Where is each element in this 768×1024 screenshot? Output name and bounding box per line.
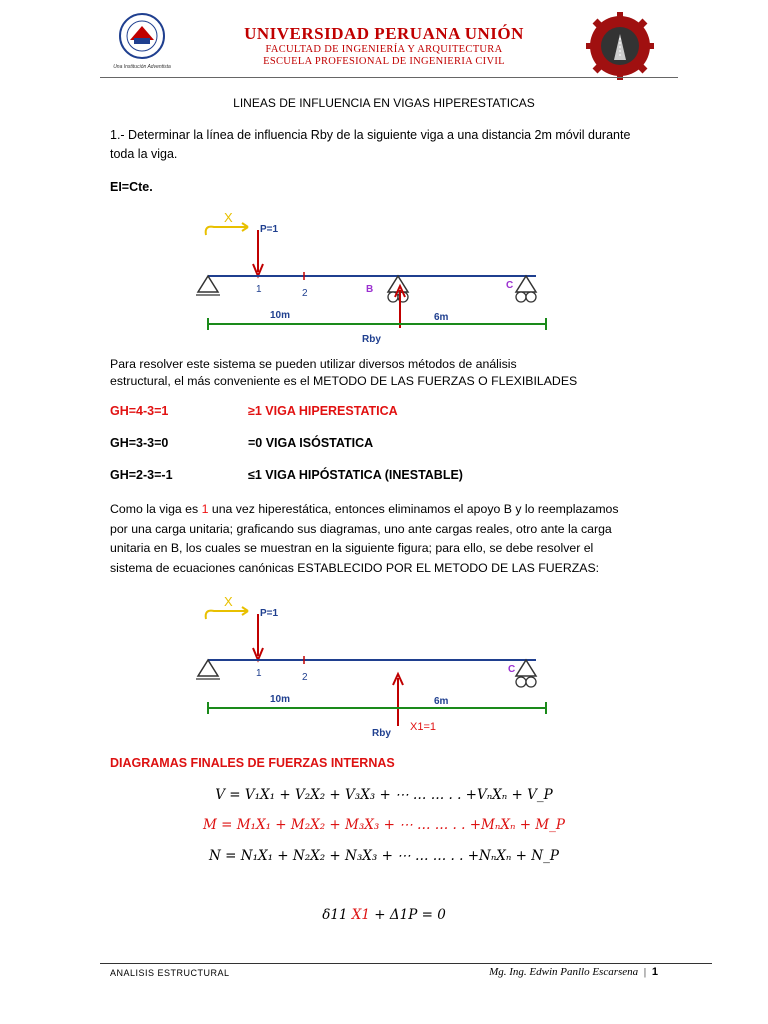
para2-degree: 1: [201, 502, 209, 516]
reaction-label-2: Rby: [372, 728, 391, 739]
equation-m: M = M₁X₁ + M₂X₂ + M₃X₃ + ⋯ … … . . +MₙXₙ + M_P: [203, 817, 565, 833]
footer-author-name: Mg. Ing. Edwin Panllo Escarsena: [489, 966, 639, 978]
gh-result: =0 VIGA ISÓSTATICA: [248, 436, 374, 450]
method-line-2: estructural, el más conveniente es el METODO DE LAS FUERZAS O FLEXIBILADES: [110, 374, 578, 388]
footer-divider: [100, 963, 712, 964]
para2-text-a: Como la viga es: [110, 502, 202, 516]
support-b-label: B: [366, 284, 374, 295]
university-name: UNIVERSIDAD PERUANA UNIÓN: [244, 24, 524, 43]
x-label-2: X: [224, 594, 233, 609]
delta-11: δ11: [322, 907, 352, 923]
diagrams-heading: DIAGRAMAS FINALES DE FUERZAS INTERNAS: [110, 756, 395, 770]
para2-line-2: por una carga unitaria; graficando sus diagramas, uno ante cargas reales, otro ante la carga: [110, 521, 612, 536]
gh-result: ≤1 VIGA HIPÓSTATICA (INESTABLE): [248, 468, 463, 482]
beam-figure-1: [190, 200, 570, 350]
ei-note: EI=Cte.: [110, 180, 153, 194]
logo-motto: Una Institución Adventista: [113, 64, 171, 70]
header-divider: [100, 77, 678, 78]
span-2-label: 6m: [434, 312, 449, 323]
gh-formula: GH=3-3=0: [110, 436, 169, 450]
load-label-2: P=1: [260, 608, 279, 619]
gh-formula: GH=4-3=1: [110, 404, 169, 418]
beam-figure-2: [190, 584, 570, 744]
delta-x1: X1: [351, 907, 370, 923]
method-paragraph: [110, 356, 670, 390]
equation-n: N = N₁X₁ + N₂X₂ + N₃X₃ + ⋯ … … . . +NₙXₙ + N_P: [209, 848, 559, 864]
support-c-label: C: [506, 280, 514, 291]
compatibility-equation: [0, 907, 768, 923]
support-c-label-2: C: [508, 664, 516, 675]
method-line-1: Para resolver este sistema se pueden utilizar diversos métodos de análisis: [110, 357, 517, 371]
gh-row: [110, 404, 670, 436]
faculty-name: FACULTAD DE INGENIERÍA Y ARQUITECTURA: [265, 44, 503, 55]
footer-course: ANALISIS ESTRUCTURAL: [110, 968, 230, 978]
span-2-label-2: 6m: [434, 696, 449, 707]
school-name: ESCUELA PROFESIONAL DE INGENIERIA CIVIL: [263, 56, 505, 67]
gh-table: [110, 404, 670, 500]
gh-row: [110, 436, 670, 468]
page-title: LINEAS DE INFLUENCIA EN VIGAS HIPERESTATICAS: [233, 96, 535, 110]
para2-line-3: unitaria en B, los cuales se muestran en la siguiente figura; para ello, se debe resolver el: [110, 541, 594, 555]
equation-v: V = V₁X₁ + V₂X₂ + V₃X₃ + ⋯ … … . . +VₙXₙ + V_P: [215, 787, 553, 803]
para2-line-4: sistema de ecuaciones canónicas ESTABLECIDO POR EL METODO DE LAS FUERZAS:: [110, 560, 600, 575]
span-1-label: 10m: [270, 310, 291, 321]
point-1: 1: [256, 284, 262, 295]
delta-1p: + Δ1P = 0: [370, 907, 446, 923]
problem-line-1: 1.- Determinar la línea de influencia Rby de la siguiente viga a una distancia 2m móvil durante: [110, 128, 631, 142]
problem-line-2: toda la viga.: [110, 147, 178, 161]
reaction-label: Rby: [362, 334, 381, 345]
problem-statement: [110, 126, 670, 164]
unit-load-label: X1=1: [410, 721, 436, 733]
load-label: P=1: [260, 224, 279, 235]
footer-separator: |: [643, 966, 647, 978]
gh-formula: GH=2-3=-1: [110, 468, 173, 482]
point-2-fig2: 2: [302, 672, 308, 683]
footer-author: [489, 966, 658, 978]
page-number: 1: [651, 966, 658, 978]
para2-text-c: una vez hiperestática, entonces eliminamos el apoyo B y lo reemplazamos: [208, 502, 619, 516]
gh-result: ≥1 VIGA HIPERESTATICA: [248, 404, 398, 418]
point-2: 2: [302, 288, 308, 299]
span-1-label-2: 10m: [270, 694, 291, 705]
point-1-fig2: 1: [256, 668, 262, 679]
x-label: X: [224, 210, 233, 225]
hiperestatica-paragraph: [110, 500, 670, 578]
gh-row: [110, 468, 670, 500]
